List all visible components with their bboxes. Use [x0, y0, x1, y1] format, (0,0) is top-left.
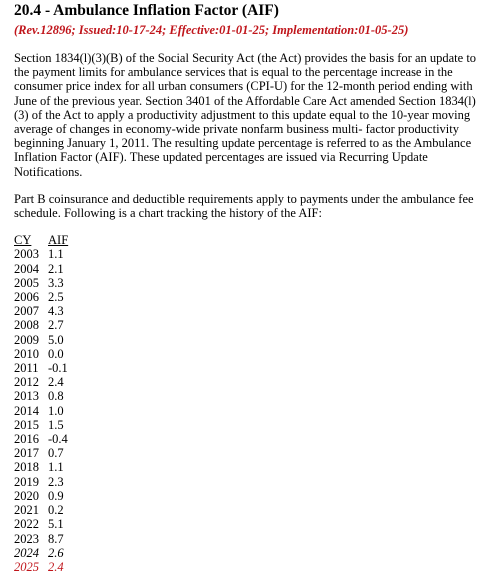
table-row	[14, 375, 68, 389]
aif-cell: 2.4	[48, 559, 64, 574]
aif-cell: 0.0	[48, 346, 64, 361]
aif-cell: -0.1	[48, 361, 68, 376]
aif-cell: 0.8	[48, 389, 64, 404]
table-row	[14, 318, 68, 332]
cy-cell: 2025	[14, 559, 39, 574]
table-row	[14, 475, 68, 489]
table-row	[14, 304, 68, 318]
table-row	[14, 532, 68, 546]
aif-history-table	[14, 233, 68, 574]
aif-column-header: AIF	[48, 233, 69, 248]
table-row	[14, 517, 68, 531]
aif-cell: 2.6	[48, 545, 64, 560]
table-row	[14, 333, 68, 347]
aif-cell: 5.0	[48, 332, 64, 347]
table-row	[14, 361, 68, 375]
cy-cell: 2003	[14, 247, 39, 262]
aif-cell: 2.3	[48, 474, 64, 489]
table-row	[14, 347, 68, 361]
aif-rows	[14, 247, 68, 574]
table-row	[14, 460, 68, 474]
table-row	[14, 404, 68, 418]
cy-cell: 2024	[14, 545, 39, 560]
aif-cell: 0.2	[48, 503, 64, 518]
cy-cell: 2004	[14, 261, 39, 276]
cy-cell: 2008	[14, 318, 39, 333]
cy-cell: 2015	[14, 417, 39, 432]
cy-cell: 2014	[14, 403, 39, 418]
aif-cell: 1.1	[48, 247, 64, 262]
aif-cell: 2.5	[48, 290, 64, 305]
table-row	[14, 546, 68, 560]
revision-line: (Rev.12896; Issued:10-17-24; Effective:01-01-25; Implementation:01-05-25)	[14, 23, 409, 37]
cy-cell: 2021	[14, 503, 39, 518]
aif-cell: 1.0	[48, 403, 64, 418]
aif-cell: -0.4	[48, 432, 68, 447]
table-row	[14, 389, 68, 403]
aif-cell: 4.3	[48, 304, 64, 319]
aif-cell: 0.9	[48, 488, 64, 503]
cy-cell: 2007	[14, 304, 39, 319]
section-title: 20.4 - Ambulance Inflation Factor (AIF)	[14, 2, 279, 19]
table-row	[14, 276, 68, 290]
table-row	[14, 290, 68, 304]
table-row	[14, 247, 68, 261]
aif-cell: 1.5	[48, 417, 64, 432]
aif-cell: 1.1	[48, 460, 64, 475]
cy-cell: 2020	[14, 488, 39, 503]
table-row	[14, 503, 68, 517]
table-header-row	[14, 233, 68, 247]
cy-cell: 2022	[14, 517, 39, 532]
aif-cell: 2.7	[48, 318, 64, 333]
aif-cell: 5.1	[48, 517, 64, 532]
table-row	[14, 446, 68, 460]
cy-cell: 2019	[14, 474, 39, 489]
cy-cell: 2012	[14, 375, 39, 390]
cy-cell: 2013	[14, 389, 39, 404]
aif-cell: 8.7	[48, 531, 64, 546]
table-row	[14, 489, 68, 503]
cy-cell: 2011	[14, 361, 39, 376]
table-row	[14, 418, 68, 432]
table-row	[14, 262, 68, 276]
coinsurance-paragraph: Part B coinsurance and deductible requirements apply to payments under the ambulance fee schedule. Following is a chart tracking the history of the AIF:	[14, 191, 474, 221]
aif-cell: 0.7	[48, 446, 64, 461]
cy-cell: 2006	[14, 290, 39, 305]
aif-cell: 3.3	[48, 275, 64, 290]
cy-cell: 2017	[14, 446, 39, 461]
cy-cell: 2016	[14, 432, 39, 447]
cy-cell: 2010	[14, 346, 39, 361]
cy-column-header: CY	[14, 233, 32, 248]
aif-cell: 2.1	[48, 261, 64, 276]
table-row	[14, 432, 68, 446]
intro-paragraph: Section 1834(l)(3)(B) of the Social Security Act (the Act) provides the basis for an update to the payment limits for ambulance services that is equal to the percentage increase in the consumer price index for all urban consumers (CPI-U) for the 12-month period ending with June of the previous year. Section 3401 of the Affordable Care Act amended Section 1834(l)(3) of the Act to apply a productivity adjustment to this update equal to the 10-year moving average of changes in economy-wide private nonfarm business multi- factor productivity beginning January 1, 2011. The resulting update percentage is referred to as the Ambulance Inflation Factor (AIF). These updated percentages are issued via Recurring Update Notifications.	[14, 51, 477, 179]
aif-cell: 2.4	[48, 375, 64, 390]
cy-cell: 2005	[14, 275, 39, 290]
table-row	[14, 560, 68, 574]
cy-cell: 2023	[14, 531, 39, 546]
cy-cell: 2018	[14, 460, 39, 475]
cy-cell: 2009	[14, 332, 39, 347]
